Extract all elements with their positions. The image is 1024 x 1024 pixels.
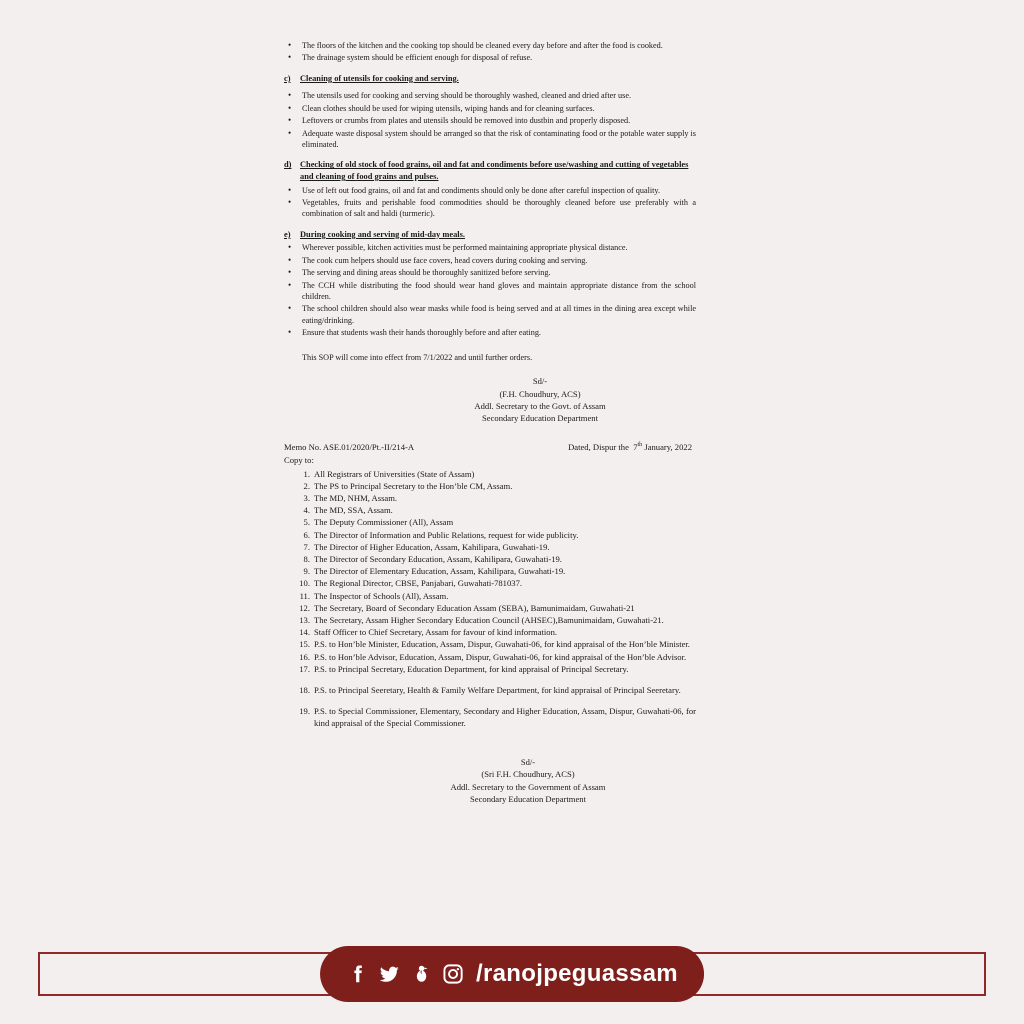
effect-note: This SOP will come into effect from 7/1/2022 and until further orders.: [302, 352, 533, 362]
list-item: • Wherever possible, kitchen activities must be performed maintaining appropriate physical distance.: [284, 242, 696, 253]
twitter-icon[interactable]: [378, 963, 401, 985]
section-label: d): [284, 160, 292, 170]
social-handle-text: /ranojpeguassam: [476, 960, 678, 987]
copy-to-list: [284, 468, 696, 730]
signature-block-2: [284, 756, 696, 806]
memo-row: [284, 439, 696, 453]
section-label: e): [284, 229, 291, 239]
list-item: 7. The Director of Higher Education, Assam, Kahilipara, Guwahati-19.: [303, 541, 550, 552]
list-item: • The floors of the kitchen and the cooking top should be cleaned every day before and after the food is cooked.: [284, 40, 696, 51]
footer-rule-right: [984, 952, 986, 996]
list-item: 17. P.S. to Principal Secretary, Education Department, for kind appraisal of Principal Secretary.: [299, 663, 629, 674]
section-title: During cooking and serving of mid-day meals.: [300, 229, 465, 239]
list-item: 10. The Regional Director, CBSE, Panjabari, Guwahati-781037.: [299, 578, 523, 589]
list-item: • Ensure that students wash their hands thoroughly before and after eating.: [284, 327, 696, 338]
memo-date: Dated, Dispur the 7th January, 2022: [568, 441, 692, 452]
signature-block-1: [284, 375, 696, 425]
signature-designation: Addl. Secretary to the Government of Assam: [450, 781, 606, 792]
section-e-bullets: [284, 242, 696, 338]
list-item: • Clean clothes should be used for wiping utensils, wiping hands and for cleaning surfaces.: [284, 103, 696, 114]
section-title: Checking of old stock of food grains, oil and fat and condiments before use/washing and cutting of vegetables and cleaning of food grains and pulses.: [300, 160, 689, 182]
list-item: • Leftovers or crumbs from plates and utensils should be removed into dustbin and properly disposed.: [284, 115, 696, 126]
signature-department: Secondary Education Department: [470, 794, 586, 805]
list-item: 12. The Secretary, Board of Secondary Education Assam (SEBA), Bamunimaidam, Guwahati-21: [299, 602, 635, 613]
signature-name: (Sri F.H. Choudhury, ACS): [481, 769, 575, 780]
list-item: 1. All Registrars of Universities (State of Assam): [303, 468, 475, 479]
list-item: • The serving and dining areas should be thoroughly sanitized before serving.: [284, 267, 696, 278]
list-item: • Use of left out food grains, oil and fat and condiments should only be done after careful inspection of quality.: [284, 185, 696, 196]
list-item: • The cook cum helpers should use face covers, head covers during cooking and serving.: [284, 255, 696, 266]
list-item: 8. The Director of Secondary Education, Assam, Kahilipara, Guwahati-19.: [303, 554, 562, 564]
footer-banner: [0, 938, 1024, 1024]
social-handle-pill: [320, 946, 704, 1002]
footer-rule-left: [38, 952, 40, 996]
signature-name: (F.H. Choudhury, ACS): [499, 388, 581, 399]
list-item: 15. P.S. to Hon’ble Minister, Education, Assam, Dispur, Guwahati-06, for kind appraisal of the Hon’ble Minister.: [299, 639, 690, 650]
list-item: • Vegetables, fruits and perishable food commodities should be thoroughly cleaned before use preferably with a combination of salt and haldi (turmeric).: [284, 197, 696, 220]
signature-designation: Addl. Secretary to the Govt. of Assam: [474, 400, 606, 411]
section-heading-c: [284, 73, 696, 85]
list-item: 14. Staff Officer to Chief Secretary, Assam for favour of kind information.: [299, 627, 558, 638]
top-bullet-list: [284, 40, 696, 64]
section-d-bullets: [284, 185, 696, 220]
list-item: 2. The PS to Principal Secretary to the Hon’ble CM, Assam.: [303, 480, 513, 491]
list-item: 13. The Secretary, Assam Higher Secondary Education Council (AHSEC),Bamunimaidam, Guwahati-21.: [299, 615, 664, 626]
memo-number: Memo No. ASE.01/2020/Pt.-II/214-A: [284, 441, 415, 452]
koo-icon[interactable]: [411, 963, 432, 985]
signature-sd: Sd/-: [520, 756, 536, 767]
list-item: 3. The MD, NHM, Assam.: [303, 492, 398, 503]
document-body: [284, 40, 696, 806]
list-item: 9. The Director of Elementary Education, Assam, Kahilipara, Guwahati-19.: [303, 566, 566, 577]
signature-department: Secondary Education Department: [482, 413, 598, 424]
section-label: c): [284, 73, 291, 83]
facebook-icon[interactable]: [346, 963, 368, 985]
list-item: 18. P.S. to Principal Seeretary, Health & Family Welfare Department, for kind appraisal of Principal Seeretary.: [299, 685, 681, 696]
list-item: 6. The Director of Information and Public Relations, request for wide publicity.: [303, 529, 579, 540]
list-item: • The drainage system should be efficient enough for disposal of refuse.: [284, 52, 696, 63]
list-item: • The CCH while distributing the food should wear hand gloves and maintain appropriate distance from the school children.: [284, 280, 696, 303]
list-item: • The school children should also wear masks while food is being served and at all times in the dining area except while eating/drinking.: [284, 303, 696, 326]
list-item: 4. The MD, SSA, Assam.: [303, 505, 393, 516]
list-item: 19. P.S. to Special Commissioner, Elementary, Secondary and Higher Education, Assam, Dispur, Guwahati-06, for kind appraisal of the Special Commissioner.: [299, 706, 696, 729]
signature-sd: Sd/-: [532, 376, 548, 387]
section-title: Cleaning of utensils for cooking and serving.: [300, 73, 459, 83]
list-item: • The utensils used for cooking and serving should be thoroughly washed, cleaned and dried after use.: [284, 90, 696, 101]
section-c-bullets: [284, 90, 696, 150]
instagram-icon[interactable]: [442, 963, 464, 985]
list-item: • Adequate waste disposal system should be arranged so that the risk of contaminating food or the potable water supply is eliminated.: [284, 128, 696, 151]
list-item: 5. The Deputy Commissioner (All), Assam: [303, 517, 454, 528]
copy-to-label: Copy to:: [284, 454, 314, 465]
list-item: 11. The Inspector of Schools (All), Assam.: [299, 590, 449, 601]
section-heading-e: [284, 229, 696, 241]
section-heading-d: [284, 159, 696, 182]
list-item: 16. P.S. to Hon’ble Advisor, Education, Assam, Dispur, Guwahati-06, for kind appraisal of the Hon’ble Advisor.: [299, 651, 687, 662]
